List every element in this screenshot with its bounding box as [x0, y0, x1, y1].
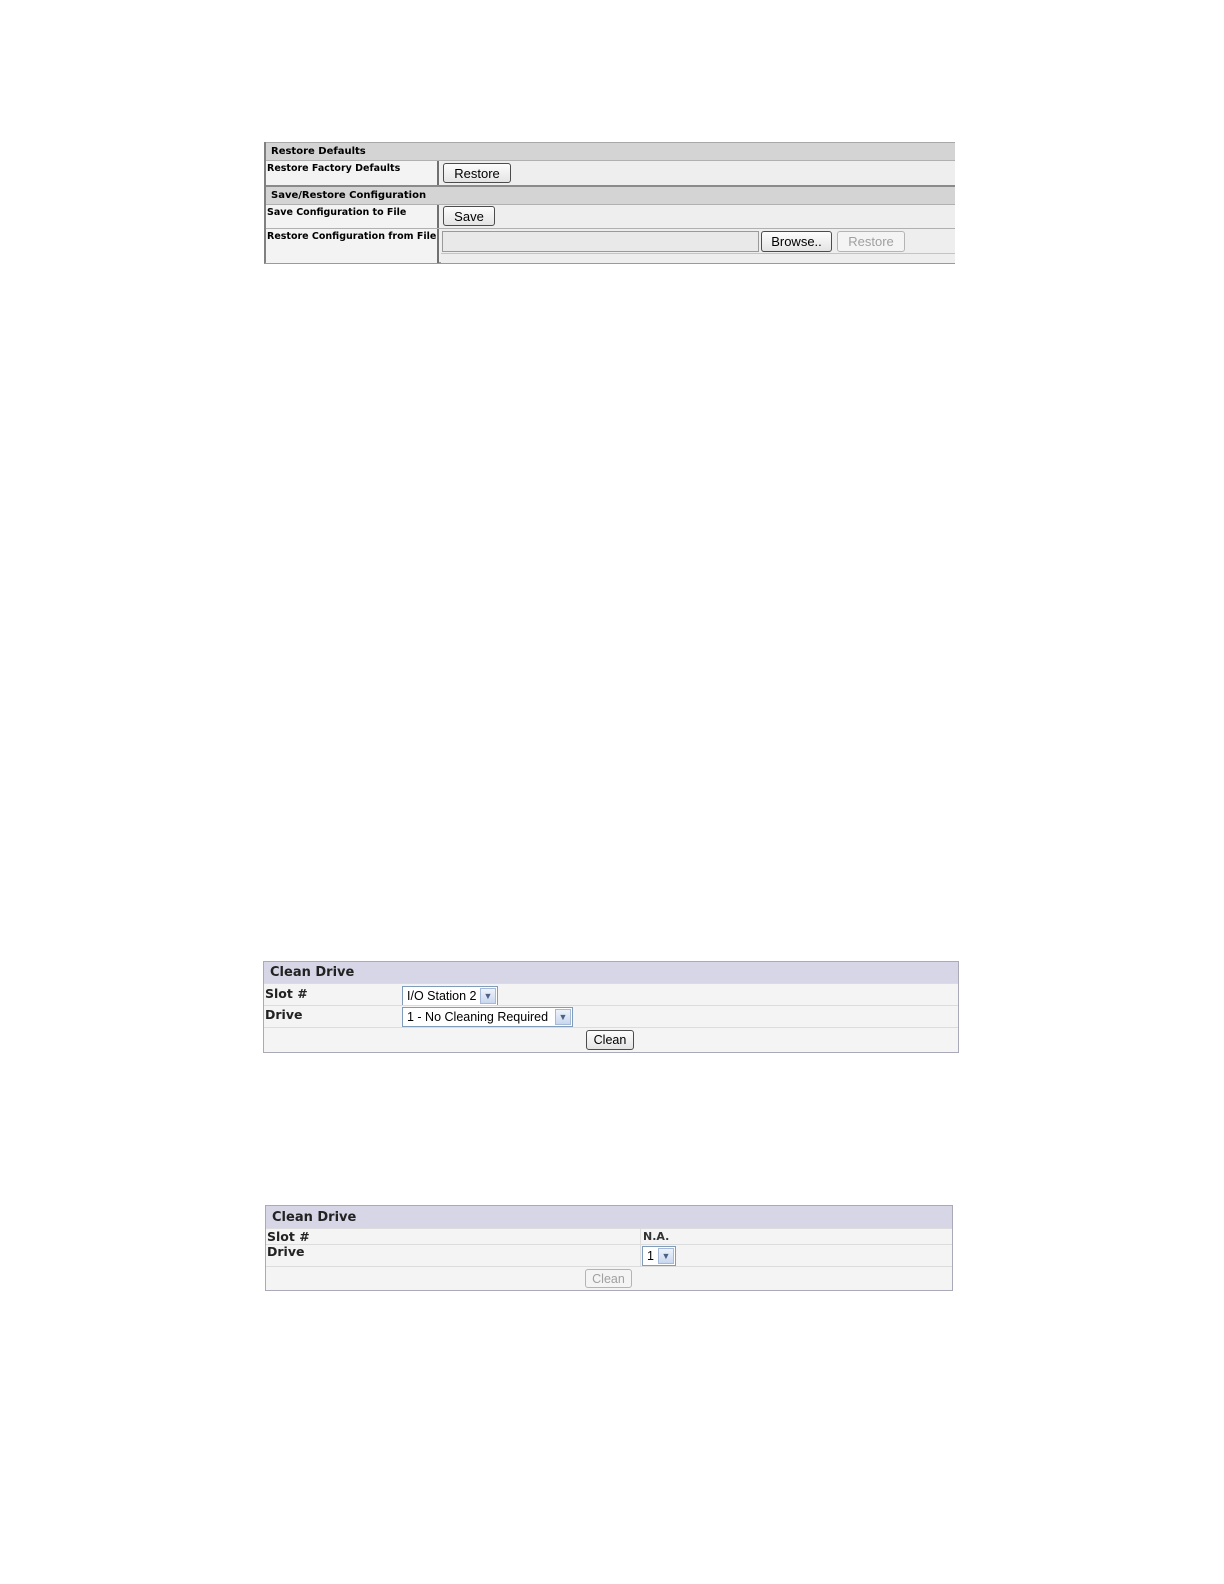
clean-drive-panel-na — [265, 1205, 953, 1291]
clean-row — [264, 1027, 958, 1053]
clean-row-na — [266, 1266, 952, 1291]
clean-drive-panel — [263, 961, 959, 1053]
restore-file-row — [266, 228, 955, 263]
browse-button[interactable]: Browse.. — [761, 231, 832, 252]
drive-row-na — [266, 1244, 952, 1267]
restore-defaults-title: Restore Defaults — [271, 146, 366, 157]
drive-label-na: Drive — [267, 1244, 305, 1259]
configuration-panel — [264, 142, 955, 264]
clean-button-na[interactable]: Clean — [585, 1269, 632, 1288]
slot-select-value: I/O Station 2 — [407, 989, 477, 1003]
restore-factory-cell — [441, 161, 955, 186]
clean-button[interactable]: Clean — [586, 1030, 634, 1050]
drive-select-value-na: 1 — [647, 1249, 654, 1263]
chevron-down-icon[interactable]: ▼ — [555, 1009, 571, 1025]
clean-drive-title: Clean Drive — [264, 962, 958, 983]
restore-file-button[interactable]: Restore — [837, 231, 905, 252]
restore-file-label: Restore Configuration from File — [266, 229, 439, 263]
clean-drive-title-na: Clean Drive — [266, 1206, 952, 1228]
slot-row — [264, 983, 958, 1006]
save-config-label: Save Configuration to File — [266, 205, 439, 229]
row-divider — [441, 253, 955, 254]
restore-defaults-header — [266, 142, 955, 160]
save-restore-title: Save/Restore Configuration — [271, 190, 427, 201]
restore-factory-row — [266, 160, 955, 186]
restore-factory-button[interactable]: Restore — [443, 163, 511, 183]
slot-select[interactable] — [402, 986, 498, 1006]
drive-row — [264, 1005, 958, 1028]
save-config-row — [266, 204, 955, 229]
chevron-down-icon[interactable]: ▼ — [480, 988, 496, 1004]
restore-factory-label: Restore Factory Defaults — [266, 161, 439, 186]
slot-row-na — [266, 1228, 952, 1245]
drive-select-na[interactable] — [642, 1246, 676, 1266]
drive-select-value: 1 - No Cleaning Required — [407, 1010, 549, 1024]
drive-label: Drive — [265, 1007, 303, 1022]
save-restore-header — [266, 185, 955, 204]
save-config-button[interactable]: Save — [443, 206, 495, 226]
column-divider — [640, 1229, 641, 1245]
chevron-down-icon[interactable]: ▼ — [658, 1248, 674, 1264]
column-divider — [640, 1245, 641, 1267]
restore-file-cell — [441, 229, 955, 263]
save-config-cell — [441, 205, 955, 229]
slot-label: Slot # — [265, 986, 308, 1001]
config-file-input[interactable] — [442, 231, 759, 252]
drive-select[interactable] — [402, 1007, 573, 1027]
slot-value-na: N.A. — [643, 1230, 670, 1243]
slot-label-na: Slot # — [267, 1229, 310, 1244]
